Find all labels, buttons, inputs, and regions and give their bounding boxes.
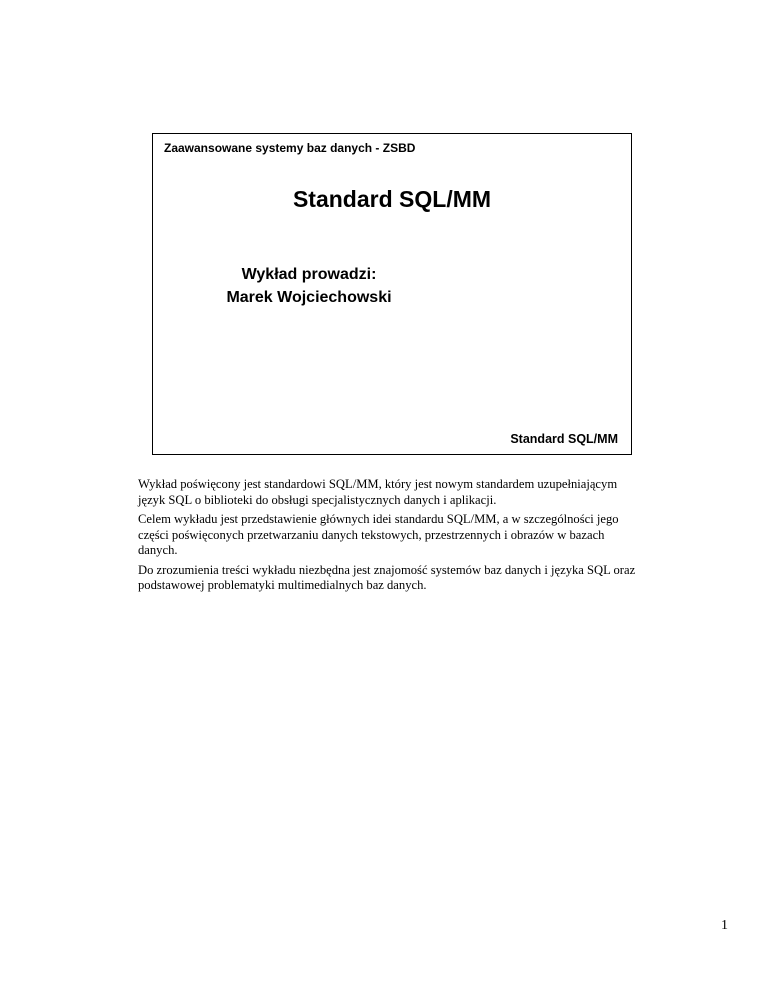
slide-header: Zaawansowane systemy baz danych - ZSBD: [164, 141, 416, 155]
lecturer-block: [209, 263, 409, 309]
notes-paragraph: Wykład poświęcony jest standardowi SQL/MM, który jest nowym standardem uzupełniającym język SQL o biblioteki do obsługi specjalistycznych danych i aplikacji.: [138, 477, 618, 507]
page-number: 1: [721, 918, 728, 933]
lecturer-name: Marek Wojciechowski: [226, 289, 392, 306]
notes-paragraph: Celem wykładu jest przedstawienie głównych idei standardu SQL/MM, a w szczególności jego części poświęconych przetwarzaniu danych tekstowych, przestrzennych i obrazów w bazach danych.: [138, 512, 619, 557]
slide-footer: Standard SQL/MM: [510, 432, 618, 446]
slide-title: Standard SQL/MM: [292, 186, 492, 212]
lecturer-label: Wykład prowadzi:: [241, 266, 377, 283]
notes-paragraph: Do zrozumienia treści wykładu niezbędna jest znajomość systemów baz danych i języka SQL oraz podstawowej problematyki multimedialnych baz danych.: [138, 562, 636, 592]
slide-frame: [152, 133, 632, 455]
lecture-notes: [138, 477, 638, 598]
